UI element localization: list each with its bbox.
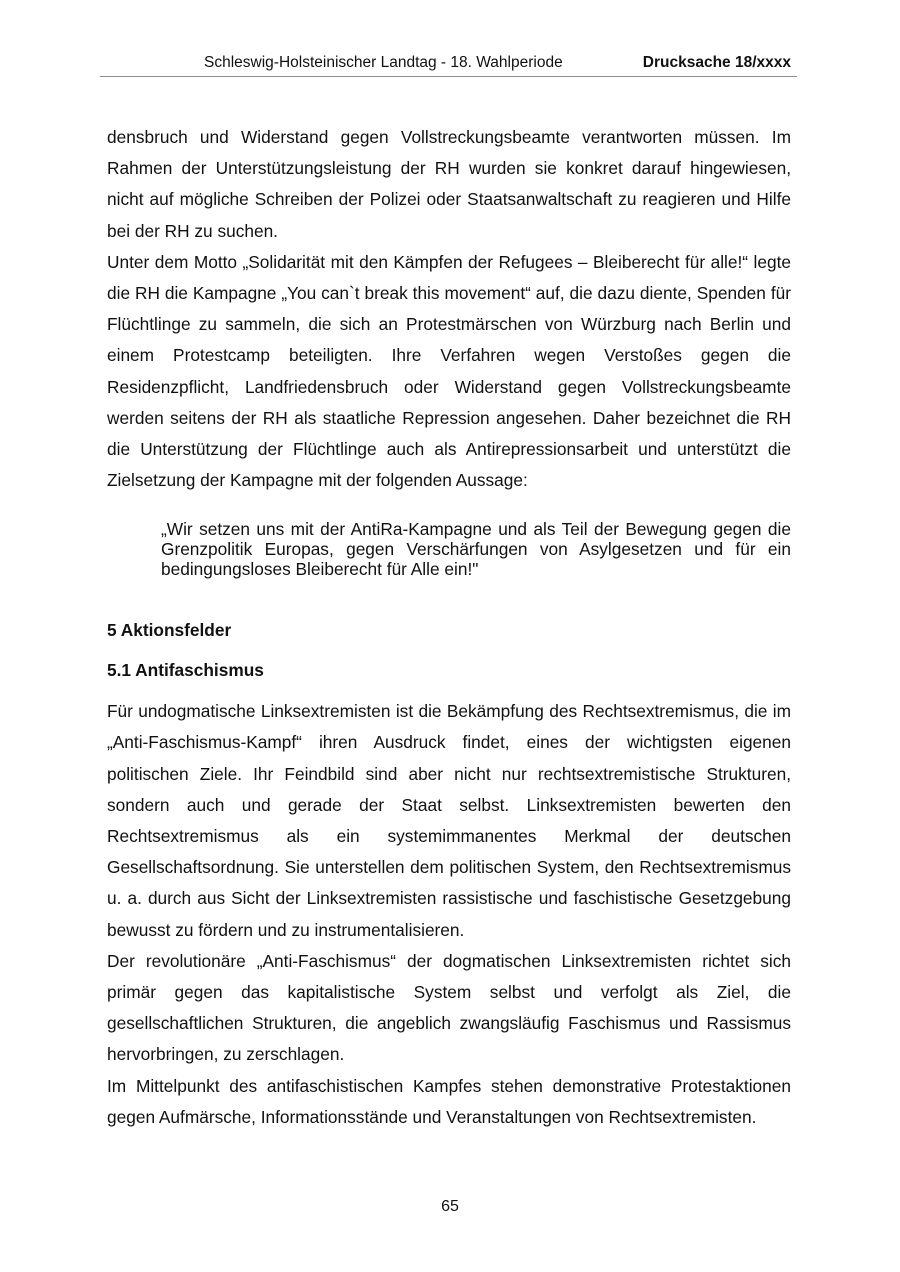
page-header <box>100 50 797 77</box>
paragraph: Unter dem Motto „Solidarität mit den Kämpfen der Refugees – Bleiberecht für alle!“ legte die RH die Kampagne „You can`t break this movement“ auf, die dazu diente, Spenden für Flüchtlinge zu sammeln, die sich an Protestmärschen von Würzburg nach Berlin und einem Protestcamp beteiligten. Ihre Verfahren wegen Verstoßes gegen die Residenzpflicht, Landfriedensbruch oder Widerstand gegen Vollstreckungsbeamte werden seitens der RH als staatliche Repression angesehen. Daher bezeichnet die RH die Unterstützung der Flüchtlinge auch als Antirepressionsarbeit und unterstützt die Zielsetzung der Kampagne mit der folgenden Aussage: <box>107 251 791 491</box>
subsection-heading: 5.1 Antifaschismus <box>107 660 264 681</box>
paragraph: Für undogmatische Linksextremisten ist die Bekämpfung des Rechtsextremismus, die im „Anti-Faschismus-Kampf“ ihren Ausdruck findet, eines der wichtigsten eigenen politischen Ziele. Ihr Feindbild sind aber nicht nur rechtsextremistische Strukturen, sondern auch und gerade der Staat selbst. Linksextremisten bewerten den Rechtsextremismus als ein systemimmanentes Merkmal der deutschen Gesellschaftsordnung. Sie unterstellen dem politischen System, den Rechtsextremismus u. a. durch aus Sicht der Linksextremisten rassistische und faschistische Gesetzgebung bewusst zu fördern und zu instrumentalisieren. <box>107 701 791 940</box>
header-title: Schleswig-Holsteinischer Landtag - 18. Wahlperiode <box>204 54 563 71</box>
page-number: 65 <box>441 1198 459 1215</box>
paragraph: Der revolutionäre „Anti-Faschismus“ der dogmatischen Linksextremisten richtet sich primär gegen das kapitalistische System selbst und verfolgt als Ziel, die gesellschaftlichen Strukturen, die angeblich zwangsläufig Faschismus und Rassismus hervorbringen, zu zerschlagen. <box>107 950 791 1065</box>
page-content <box>107 122 791 1133</box>
paragraph: densbruch und Widerstand gegen Vollstreckungsbeamte verantworten müssen. Im Rahmen der Unterstützungsleistung der RH wurden sie konkret darauf hingewiesen, nicht auf mögliche Schreiben der Polizei oder Staatsanwaltschaft zu reagieren und Hilfe bei der RH zu suchen. <box>107 127 791 241</box>
section-heading: 5 Aktionsfelder <box>107 620 232 641</box>
paragraph: Im Mittelpunkt des antifaschistischen Kampfes stehen demonstrative Protestaktionen gegen Aufmärsche, Informationsstände und Veranstaltungen von Rechtsextremisten. <box>107 1075 791 1127</box>
document-reference: Drucksache 18/xxxx <box>642 54 791 71</box>
block-quote: „Wir setzen uns mit der AntiRa-Kampagne und als Teil der Bewegung gegen die Grenzpolitik Europas, gegen Verschärfungen von Asylgesetzen und für ein bedingungsloses Bleiberecht für Alle ein!" <box>161 519 791 579</box>
